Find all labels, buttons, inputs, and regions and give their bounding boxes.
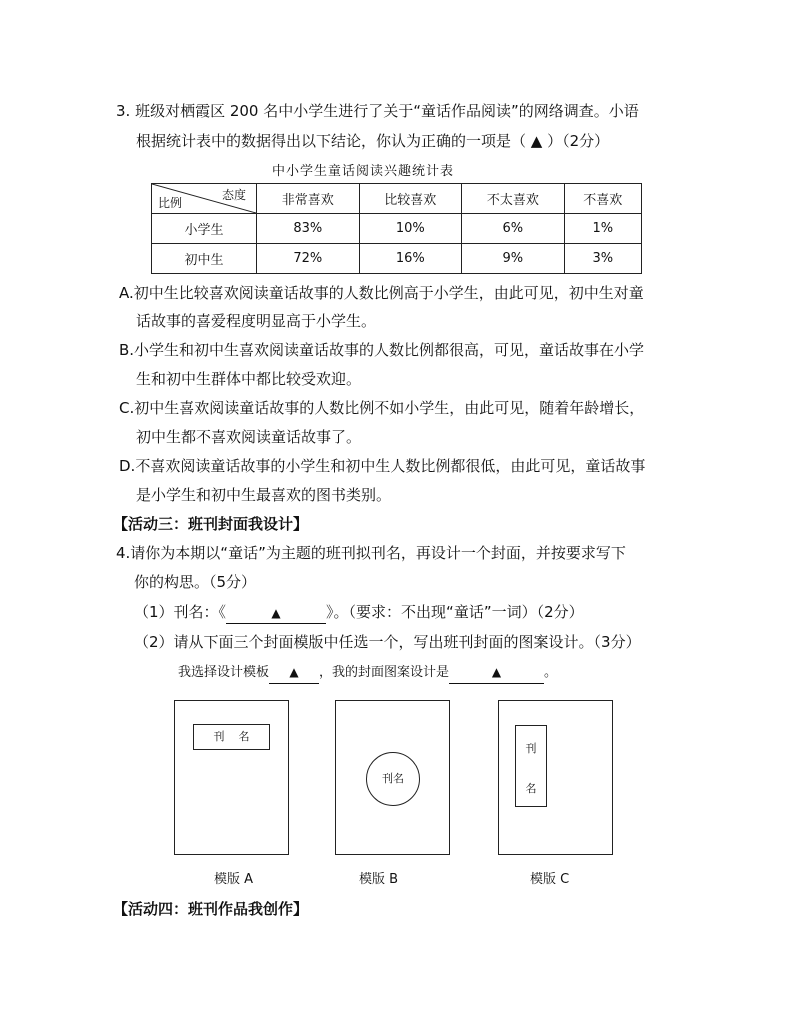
sub1-suffix: 》。（要求：不出现“童话”一词）（2分） xyxy=(326,603,584,621)
template-c-char2: 名 xyxy=(525,782,537,795)
corner-ratio-label: 比例 xyxy=(158,196,183,210)
table-cell: 6% xyxy=(462,214,565,244)
option-a-line1: A.初中生比较喜欢阅读童话故事的人数比例高于小学生，由此可见，初中生对童 xyxy=(119,284,644,302)
table-row xyxy=(152,244,642,274)
option-c-line2: 初中生都不喜欢阅读童话故事了。 xyxy=(136,428,362,446)
table-cell: 1% xyxy=(564,214,641,244)
option-d-line2: 是小学生和初中生最喜欢的图书类别。 xyxy=(136,486,392,504)
template-c xyxy=(498,700,613,855)
template-a-title-box: 刊 名 xyxy=(193,724,270,750)
choose-sentence: 我选择设计模板 ▲ ，我的封面图案设计是 ▲ 。 xyxy=(178,662,557,684)
q4-line1: 4.请你为本期以“童话”为主题的班刊拟刊名，再设计一个封面，并按要求写下 xyxy=(116,544,626,562)
option-a-line2: 话故事的喜爱程度明显高于小学生。 xyxy=(136,312,377,330)
q4-line2: 你的构思。（5分） xyxy=(134,573,257,591)
title-answer-blank[interactable]: ▲ xyxy=(226,602,326,624)
option-c-line1: C.初中生喜欢阅读童话故事的人数比例不如小学生，由此可见，随着年龄增长， xyxy=(119,399,645,417)
stats-table xyxy=(151,183,642,274)
table-cell: 9% xyxy=(462,244,565,274)
header-very-like: 非常喜欢 xyxy=(257,184,360,214)
header-like: 比较喜欢 xyxy=(359,184,462,214)
q3-line1: 3. 班级对栖霞区 200 名中小学生进行了关于“童话作品阅读”的网络调查。小语 xyxy=(116,102,639,120)
option-d-line1: D.不喜欢阅读童话故事的小学生和初中生人数比例都很低，由此可见，童话故事 xyxy=(119,457,646,475)
table-cell: 3% xyxy=(564,244,641,274)
corner-attitude-label: 态度 xyxy=(221,188,246,202)
q4-sub2: （2）请从下面三个封面模版中任选一个，写出班刊封面的图案设计。（3分） xyxy=(134,633,641,651)
table-corner-cell xyxy=(152,184,257,214)
activity4-heading: 【活动四：班刊作品我创作】 xyxy=(113,900,309,918)
template-b xyxy=(335,700,450,855)
header-dislike: 不喜欢 xyxy=(564,184,641,214)
q4-sub1 xyxy=(134,601,584,624)
template-c-label: 模版 C xyxy=(530,872,570,887)
template-a-label: 模版 A xyxy=(214,872,254,887)
table-cell: 83% xyxy=(257,214,360,244)
table-header-row xyxy=(152,184,642,214)
template-a xyxy=(174,700,289,855)
template-b-title-circle: 刊名 xyxy=(366,752,420,806)
sub1-prefix: （1）刊名：《 xyxy=(134,603,227,621)
table-row xyxy=(152,214,642,244)
row-label: 小学生 xyxy=(152,214,257,244)
option-b-line2: 生和初中生群体中都比较受欢迎。 xyxy=(136,370,362,388)
table-cell: 10% xyxy=(359,214,462,244)
template-c-char1: 刊 xyxy=(525,742,537,755)
table-cell: 72% xyxy=(257,244,360,274)
q3-line2: 根据统计表中的数据得出以下结论，你认为正确的一项是（ ▲ ）（2分） xyxy=(136,132,610,150)
table-cell: 16% xyxy=(359,244,462,274)
template-choice-blank[interactable]: ▲ xyxy=(269,662,319,684)
header-not-much: 不太喜欢 xyxy=(462,184,565,214)
template-c-title-box xyxy=(515,725,547,807)
design-answer-blank[interactable]: ▲ xyxy=(449,662,544,684)
row-label: 初中生 xyxy=(152,244,257,274)
table-title: 中小学生童话阅读兴趣统计表 xyxy=(272,164,455,179)
option-b-line1: B.小学生和初中生喜欢阅读童话故事的人数比例都很高，可见，童话故事在小学 xyxy=(119,341,645,359)
template-b-label: 模版 B xyxy=(359,872,399,887)
activity3-heading: 【活动三：班刊封面我设计】 xyxy=(113,515,309,533)
